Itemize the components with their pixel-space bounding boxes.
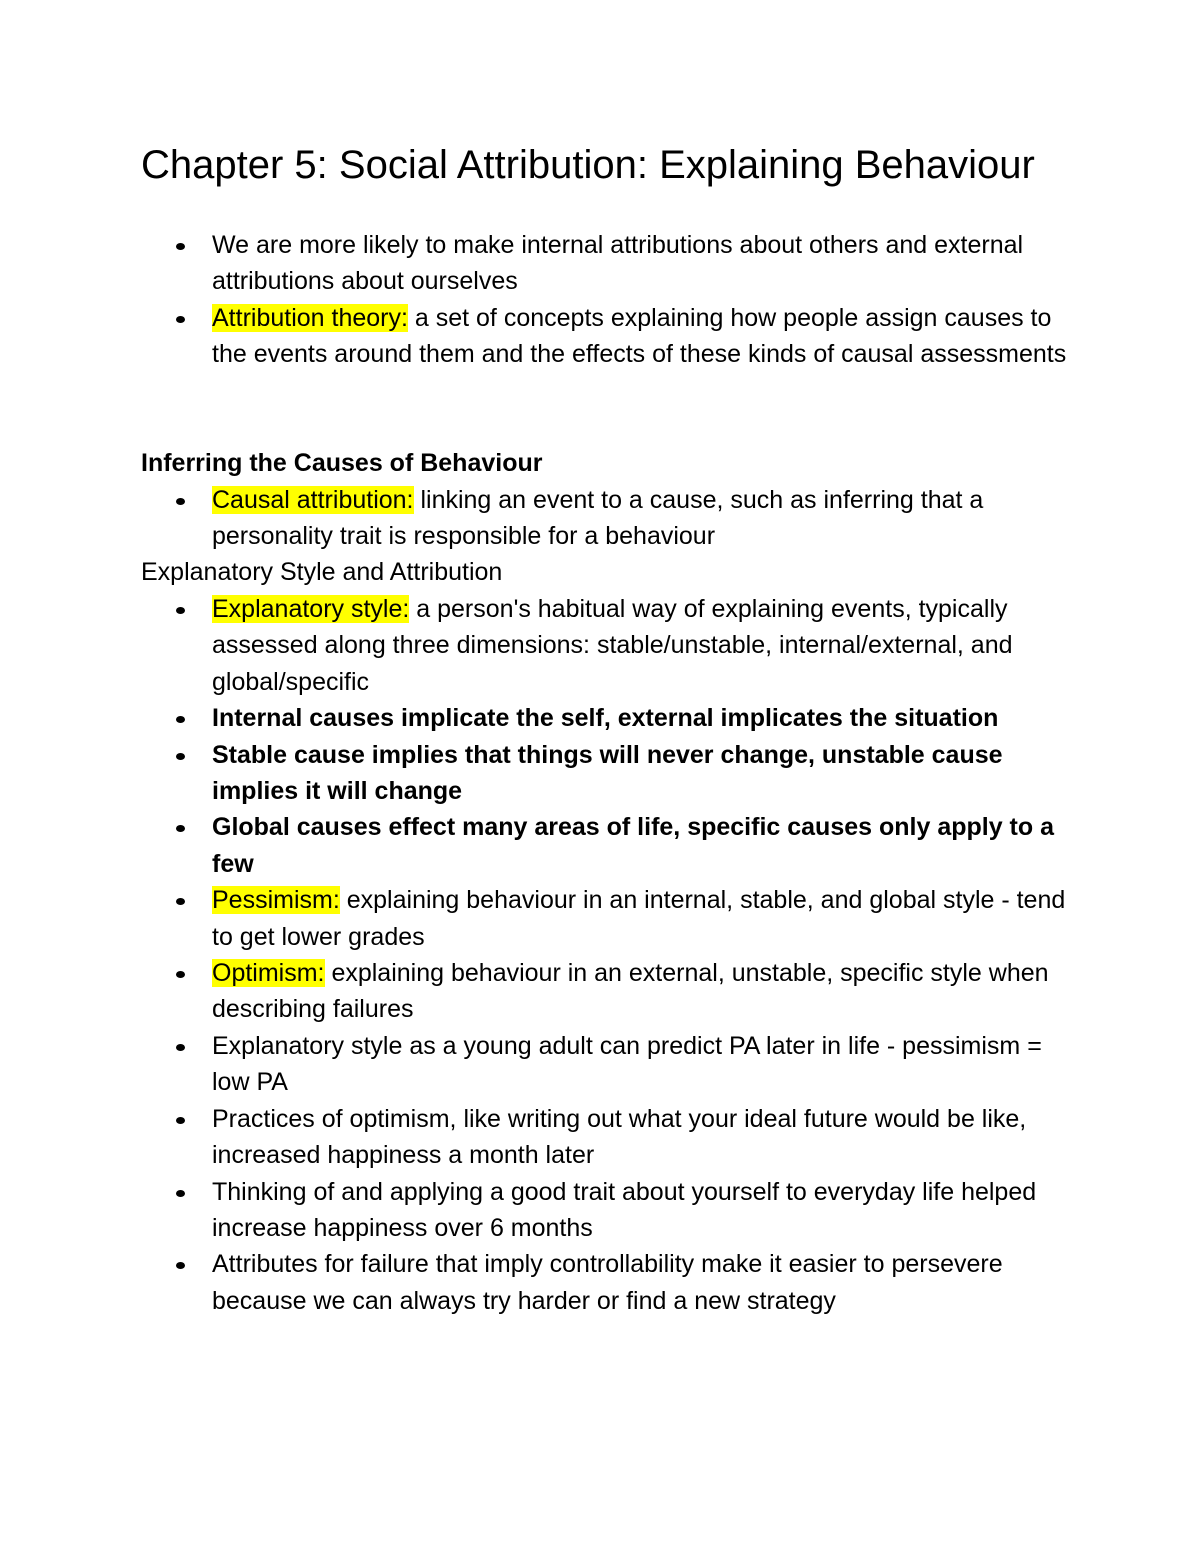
bullet-dot-icon: [176, 316, 185, 323]
highlighted-term: Optimism:: [212, 959, 325, 988]
section-heading-inferring-causes: Inferring the Causes of Behaviour: [141, 449, 543, 477]
bullet-item: [0, 300, 1072, 373]
bullet-text: We are more likely to make internal attributions about others and external attributions about ourselves: [212, 231, 1024, 296]
bullet-item: [0, 1174, 1072, 1247]
bullet-text: explaining behaviour in an external, unstable, specific style when describing failures: [212, 959, 1049, 1024]
bullet-item: [0, 591, 1072, 700]
intro-list-section: [0, 227, 1200, 373]
bullet-item: [0, 737, 1072, 810]
explanatory-style-section: [0, 591, 1200, 1319]
highlighted-term: Explanatory style:: [212, 595, 410, 623]
intro-bullet-list: [0, 227, 1200, 373]
inferring-causes-bullet-list: [0, 482, 1200, 555]
bullet-item: [0, 955, 1072, 1028]
bullet-item: [0, 1028, 1072, 1101]
bold-statement: Internal causes implicate the self, external implicates the situation: [212, 704, 999, 733]
bullet-item: [0, 882, 1072, 955]
bullet-text: Thinking of and applying a good trait about yourself to everyday life helped increase happiness over 6 months: [212, 1177, 1037, 1242]
bullet-dot-icon: [176, 498, 185, 505]
inferring-causes-section: [0, 482, 1200, 555]
bullet-text: linking an event to a cause, such as inferring that a personality trait is responsible for a behaviour: [212, 486, 984, 551]
bullet-dot-icon: [176, 825, 185, 832]
bullet-item: [0, 227, 1072, 300]
bullet-dot-icon: [176, 716, 185, 723]
bullet-text: explaining behaviour in an internal, stable, and global style - tend to get lower grades: [212, 886, 1066, 951]
bullet-text: Attributes for failure that imply controllability make it easier to persevere because we can always try harder or find a new strategy: [212, 1250, 1003, 1315]
highlighted-term: Attribution theory:: [212, 303, 408, 332]
bullet-text: Practices of optimism, like writing out what your ideal future would be like, increased happiness a month later: [212, 1104, 1027, 1170]
bullet-item: [0, 700, 1072, 736]
highlighted-term: Causal attribution:: [212, 486, 414, 514]
bullet-dot-icon: [176, 243, 185, 250]
bullet-dot-icon: [176, 753, 185, 760]
bullet-dot-icon: [176, 971, 185, 978]
bullet-dot-icon: [176, 1044, 185, 1051]
bullet-text: a set of concepts explaining how people assign causes to the events around them and the effects of these kinds of causal assessments: [212, 303, 1067, 369]
bullet-text: a person's habitual way of explaining events, typically assessed along three dimensions: stable/unstable, internal/external, and global/specific: [212, 595, 1013, 696]
bullet-item: [0, 1101, 1072, 1174]
highlighted-term: Pessimism:: [212, 886, 340, 915]
bullet-dot-icon: [176, 1190, 185, 1197]
bullet-dot-icon: [176, 607, 185, 614]
page-title: Chapter 5: Social Attribution: Explaining Behaviour: [141, 143, 1035, 187]
bullet-item: [0, 1246, 1072, 1319]
section-heading-explanatory-style: Explanatory Style and Attribution: [141, 558, 503, 586]
bullet-dot-icon: [176, 898, 185, 905]
bold-statement: Stable cause implies that things will never change, unstable cause implies it will change: [212, 740, 1003, 806]
bold-statement: Global causes effect many areas of life, specific causes only apply to a few: [212, 813, 1055, 878]
bullet-dot-icon: [176, 1117, 185, 1124]
bullet-dot-icon: [176, 1262, 185, 1269]
bullet-text: Explanatory style as a young adult can predict PA later in life - pessimism = low PA: [212, 1031, 1042, 1097]
bullet-item: [0, 809, 1072, 882]
bullet-item: [0, 482, 1072, 555]
explanatory-style-bullet-list: [0, 591, 1200, 1319]
